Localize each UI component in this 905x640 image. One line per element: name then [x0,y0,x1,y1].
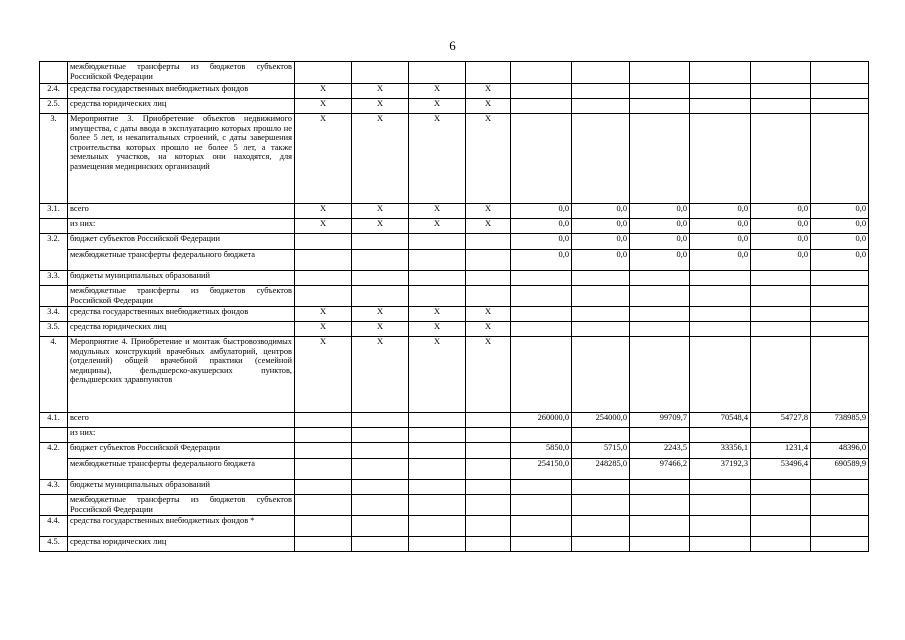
financing-table [39,61,869,552]
row-number: 4.5. [40,537,68,552]
mark-cell [409,537,466,552]
value-cell [572,537,630,552]
value-cell: 2243,5 [630,443,690,459]
row-number: 4.2. [40,443,68,480]
table-row [40,204,869,219]
value-cell [511,307,572,322]
value-cell [630,337,690,413]
value-cell [690,307,751,322]
page-number: 6 [449,38,456,53]
value-cell [511,480,572,495]
mark-cell: X [466,99,511,114]
value-cell [572,62,630,84]
value-cell [690,84,751,99]
row-description: бюджет субъектов Российской Федерации [68,234,295,250]
table-row [40,337,869,413]
table-row [40,286,869,307]
value-cell [811,480,869,495]
value-cell: 0,0 [630,219,690,234]
value-cell [511,286,572,307]
row-description: межбюджетные трансферты из бюджетов субъектов Российской Федерации [68,495,295,516]
mark-cell: X [295,84,352,99]
value-cell [572,428,630,443]
value-cell [690,516,751,537]
table-row [40,250,869,271]
value-cell: 5850,0 [511,443,572,459]
value-cell [572,84,630,99]
row-number: 3.5. [40,322,68,337]
value-cell [690,337,751,413]
value-cell [811,114,869,204]
mark-cell: X [466,114,511,204]
mark-cell: X [409,204,466,219]
value-cell [751,286,811,307]
row-number: 4. [40,337,68,413]
table-row [40,413,869,428]
table-row [40,84,869,99]
mark-cell [352,459,409,480]
value-cell [751,480,811,495]
mark-cell [295,234,352,250]
value-cell [690,495,751,516]
value-cell: 738985,9 [811,413,869,428]
value-cell: 0,0 [630,250,690,271]
value-cell: 0,0 [751,250,811,271]
value-cell [511,428,572,443]
row-description: средства государственных внебюджетных фондов * [68,516,295,537]
value-cell: 0,0 [751,219,811,234]
value-cell: 0,0 [572,234,630,250]
mark-cell [409,286,466,307]
mark-cell [352,495,409,516]
mark-cell [295,271,352,286]
value-cell [751,84,811,99]
value-cell [630,537,690,552]
mark-cell: X [409,114,466,204]
row-number [40,219,68,234]
row-description: всего [68,204,295,219]
mark-cell [466,480,511,495]
row-description: средства юридических лиц [68,537,295,552]
mark-cell [466,286,511,307]
value-cell [572,99,630,114]
value-cell [690,428,751,443]
mark-cell [295,459,352,480]
value-cell [572,271,630,286]
row-number: 4.1. [40,413,68,428]
mark-cell: X [295,219,352,234]
row-number: 3.3. [40,271,68,286]
mark-cell [295,250,352,271]
value-cell [811,495,869,516]
table-row [40,480,869,495]
table-row [40,307,869,322]
mark-cell: X [466,322,511,337]
mark-cell [409,495,466,516]
value-cell [751,271,811,286]
value-cell [630,84,690,99]
value-cell: 0,0 [572,219,630,234]
row-description: средства государственных внебюджетных фондов [68,84,295,99]
value-cell: 0,0 [811,250,869,271]
value-cell [811,84,869,99]
mark-cell [466,271,511,286]
table-row [40,459,869,480]
value-cell: 0,0 [630,234,690,250]
value-cell [811,286,869,307]
mark-cell [295,428,352,443]
value-cell [572,114,630,204]
value-cell: 0,0 [511,204,572,219]
table-row [40,99,869,114]
table-row [40,495,869,516]
table-row [40,219,869,234]
value-cell: 0,0 [811,219,869,234]
row-description: бюджеты муниципальных образований [68,480,295,495]
value-cell: 690589,9 [811,459,869,480]
value-cell [811,516,869,537]
value-cell [630,322,690,337]
value-cell [511,84,572,99]
value-cell [572,480,630,495]
value-cell [511,337,572,413]
value-cell [630,428,690,443]
mark-cell [295,480,352,495]
value-cell: 0,0 [690,234,751,250]
mark-cell [409,459,466,480]
value-cell: 0,0 [690,250,751,271]
mark-cell [409,480,466,495]
table-row [40,428,869,443]
value-cell [811,99,869,114]
mark-cell [409,250,466,271]
table-row [40,114,869,204]
mark-cell [466,234,511,250]
value-cell [630,286,690,307]
row-description: Мероприятие 3. Приобретение объектов недвижимого имущества, с даты ввода в эксплуатацию которых прошло не более 5 лет, и некапитальных строений, с даты завершения строительства которых прошло не более 5 лет, а также земельных участков, на которых они находятся, для размещения медицинских организаций [68,114,295,204]
row-number: 3. [40,114,68,204]
mark-cell: X [352,84,409,99]
mark-cell: X [466,219,511,234]
mark-cell [466,443,511,459]
value-cell: 0,0 [572,204,630,219]
mark-cell [409,62,466,84]
mark-cell [352,428,409,443]
row-number: 4.4. [40,516,68,537]
value-cell [751,516,811,537]
value-cell [511,114,572,204]
row-number: 3.1. [40,204,68,219]
value-cell [630,99,690,114]
value-cell: 260000,0 [511,413,572,428]
value-cell [572,516,630,537]
mark-cell [352,443,409,459]
mark-cell [466,495,511,516]
mark-cell [466,62,511,84]
value-cell [572,337,630,413]
value-cell: 0,0 [690,204,751,219]
mark-cell [409,428,466,443]
value-cell [630,480,690,495]
row-number: 3.4. [40,307,68,322]
value-cell [811,337,869,413]
value-cell: 0,0 [511,219,572,234]
row-description: межбюджетные трансферты федерального бюджета [68,250,295,271]
mark-cell [409,234,466,250]
value-cell: 254150,0 [511,459,572,480]
row-number: 2.5. [40,99,68,114]
row-description: средства юридических лиц [68,99,295,114]
value-cell [751,537,811,552]
mark-cell: X [295,204,352,219]
row-number [40,62,68,84]
mark-cell [409,413,466,428]
mark-cell [352,271,409,286]
value-cell [511,322,572,337]
value-cell [630,114,690,204]
value-cell [811,307,869,322]
value-cell [751,428,811,443]
value-cell [630,271,690,286]
value-cell: 97466,2 [630,459,690,480]
mark-cell: X [295,114,352,204]
mark-cell: X [352,307,409,322]
mark-cell [352,537,409,552]
value-cell [690,271,751,286]
mark-cell [466,413,511,428]
value-cell [511,271,572,286]
mark-cell: X [295,307,352,322]
table-row [40,443,869,459]
value-cell [572,307,630,322]
value-cell [690,286,751,307]
value-cell [690,114,751,204]
table-row [40,62,869,84]
value-cell [751,114,811,204]
value-cell [690,480,751,495]
row-description: Мероприятие 4. Приобретение и монтаж быстровозводимых модульных конструкций врачебных амбулаторий, центров (отделений) общей врачебной практики (семейной медицины), фельдшерско-акушерских пунктов, фельдшерских здравпунктов [68,337,295,413]
value-cell [690,322,751,337]
row-number [40,495,68,516]
value-cell: 254000,0 [572,413,630,428]
row-description: всего [68,413,295,428]
mark-cell: X [409,84,466,99]
mark-cell [295,62,352,84]
value-cell [751,337,811,413]
value-cell [751,99,811,114]
row-number: 4.3. [40,480,68,495]
value-cell [630,516,690,537]
mark-cell: X [409,307,466,322]
mark-cell [409,443,466,459]
value-cell [690,99,751,114]
mark-cell: X [295,99,352,114]
mark-cell: X [295,337,352,413]
mark-cell: X [466,204,511,219]
mark-cell [295,516,352,537]
mark-cell [295,413,352,428]
mark-cell [295,286,352,307]
row-description: межбюджетные трансферты федерального бюджета [68,459,295,480]
row-description: средства юридических лиц [68,322,295,337]
value-cell: 0,0 [751,204,811,219]
mark-cell: X [352,322,409,337]
value-cell [511,62,572,84]
table-row [40,516,869,537]
mark-cell [466,516,511,537]
row-description: средства государственных внебюджетных фондов [68,307,295,322]
table-row [40,234,869,250]
value-cell [811,271,869,286]
value-cell [811,537,869,552]
value-cell: 0,0 [572,250,630,271]
table-row [40,322,869,337]
value-cell: 1231,4 [751,443,811,459]
row-description: из них: [68,428,295,443]
row-number [40,428,68,443]
value-cell: 37192,3 [690,459,751,480]
value-cell: 5715,0 [572,443,630,459]
value-cell: 0,0 [751,234,811,250]
row-description: бюджет субъектов Российской Федерации [68,443,295,459]
mark-cell [466,537,511,552]
mark-cell [295,495,352,516]
mark-cell: X [466,337,511,413]
value-cell [572,286,630,307]
value-cell: 54727,8 [751,413,811,428]
mark-cell: X [409,322,466,337]
value-cell [751,307,811,322]
value-cell: 33356,1 [690,443,751,459]
mark-cell [466,428,511,443]
value-cell: 53496,4 [751,459,811,480]
row-description: межбюджетные трансферты из бюджетов субъектов Российской Федерации [68,62,295,84]
value-cell: 248285,0 [572,459,630,480]
mark-cell [466,459,511,480]
mark-cell [352,480,409,495]
mark-cell: X [409,99,466,114]
value-cell: 70548,4 [690,413,751,428]
value-cell [690,62,751,84]
value-cell [811,428,869,443]
value-cell [811,62,869,84]
row-description: из них: [68,219,295,234]
value-cell [630,62,690,84]
value-cell [511,99,572,114]
value-cell: 0,0 [811,204,869,219]
row-number: 3.2. [40,234,68,271]
mark-cell: X [466,307,511,322]
mark-cell [352,62,409,84]
value-cell: 0,0 [811,234,869,250]
value-cell [572,495,630,516]
mark-cell [466,250,511,271]
value-cell [751,62,811,84]
mark-cell: X [352,337,409,413]
mark-cell [409,516,466,537]
value-cell: 99709,7 [630,413,690,428]
value-cell [690,537,751,552]
value-cell [511,495,572,516]
mark-cell: X [409,219,466,234]
mark-cell [352,234,409,250]
row-number: 2.4. [40,84,68,99]
mark-cell [409,271,466,286]
mark-cell: X [352,114,409,204]
value-cell [630,495,690,516]
mark-cell: X [352,99,409,114]
mark-cell: X [352,204,409,219]
value-cell: 0,0 [511,250,572,271]
mark-cell [352,413,409,428]
value-cell [811,322,869,337]
value-cell [572,322,630,337]
mark-cell: X [352,219,409,234]
row-description: межбюджетные трансферты из бюджетов субъектов Российской Федерации [68,286,295,307]
mark-cell: X [409,337,466,413]
value-cell [511,516,572,537]
mark-cell [352,286,409,307]
value-cell: 0,0 [690,219,751,234]
value-cell: 0,0 [630,204,690,219]
row-description: бюджеты муниципальных образований [68,271,295,286]
table-row [40,537,869,552]
mark-cell [295,537,352,552]
mark-cell [352,250,409,271]
value-cell [751,322,811,337]
table-row [40,271,869,286]
mark-cell [295,443,352,459]
value-cell: 48396,0 [811,443,869,459]
value-cell [751,495,811,516]
mark-cell: X [295,322,352,337]
mark-cell [352,516,409,537]
value-cell: 0,0 [511,234,572,250]
value-cell [511,537,572,552]
row-number [40,286,68,307]
mark-cell: X [466,84,511,99]
value-cell [630,307,690,322]
